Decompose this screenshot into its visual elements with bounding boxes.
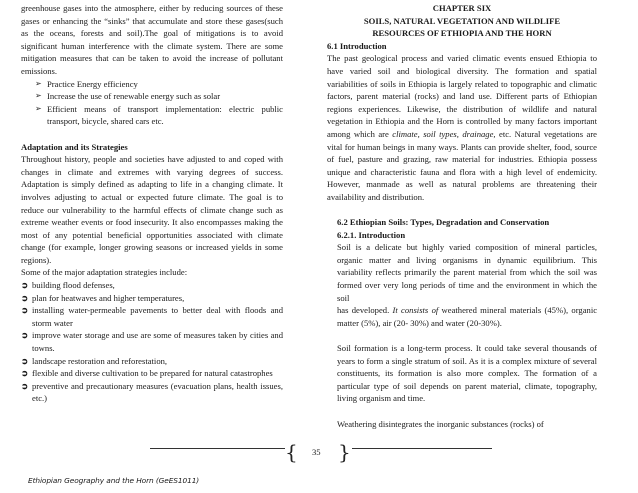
- adaptation-heading: Adaptation and its Strategies: [21, 141, 128, 152]
- list-item: ➢ Practice Energy efficiency: [35, 78, 138, 89]
- weathering-paragraph: Weathering disintegrates the inorganic substances (rocks) of: [337, 418, 544, 429]
- soils-subheading: 6.2.1. Introduction: [337, 229, 406, 240]
- soils-text-continued: has developed. It consists of weathered mineral materials (45%), organic matter (5%), air (20- 30%) and water (20-30%).: [337, 305, 598, 328]
- arrow-right-icon: ➲: [21, 280, 29, 291]
- adaptation-paragraph: Throughout history, people and societies have adjusted to and coped with changes in climate and extremes with varying degrees of success. Adaptation is simply defined as adapting to life in a changing climate. It involves adjusting to actual or expected future climate. The goal is to reduce our vulnerability to the harmful effects of climate change such as extreme weather events or food insecurity. It also encompasses making the most of any potential beneficial opportunities associated with climate change (for example, longer growing seasons or increased yields in some regions).: [21, 154, 283, 265]
- chapter-title-line1: SOILS, NATURAL VEGETATION AND WILDLIFE: [363, 15, 561, 26]
- arrow-right-icon: ➲: [21, 330, 29, 341]
- list-item: ➲ improve water storage and use are some of measures taken by cities and towns.: [21, 330, 283, 354]
- arrow-right-icon: ➲: [21, 380, 29, 391]
- arrow-bullet-icon: ➢: [35, 91, 42, 101]
- footer-rule-left: [150, 448, 285, 449]
- footer-book-title: Ethiopian Geography and the Horn (GeES1011): [28, 476, 200, 485]
- intro-text: The past geological process and varied climatic events ensued Ethiopia to have varied soil and biological diversity. The formation and spatial variabilities of soils in Ethiopia is largely related to topographic and climatic factors, parent material (rocks) and land use. Different parts of Ethiopian regions experiences. Likewise, the distribution of wildlife and natural vegetation in Ethiopia and the Horn is controlled by many factors important among which are climate, soil types, drainage, etc. Natural vegetations are vital for human beings in many ways. Plants can provide shelter, food, source of fuel, pasture and grazing, raw material for industries. Ethiopia possess unique and characteristic fauna and flora with a high level of endemicity. However, manmade as well as natural problems are threatening their availability and distribution.: [327, 53, 597, 202]
- formation-paragraph: Soil formation is a long-term process. It could take several thousands of years to form a single stratum of soil. As it is a complex mixture of several constituents, its formation is also more complex. The formation of a particular type of soil depends on parent material, climate, topography, living organism and time.: [337, 343, 597, 404]
- footer-rule-right: [352, 448, 492, 449]
- arrow-right-icon: ➲: [21, 292, 29, 303]
- arrow-right-icon: ➲: [21, 355, 29, 366]
- footer-brace-left: {: [285, 440, 298, 464]
- soils-section: [327, 216, 597, 430]
- chapter-title-line2: RESOURCES OF ETHIOPIA AND THE HORN: [372, 28, 552, 39]
- intro-paragraph: greenhouse gases into the atmosphere, either by reducing sources of these gases or enhancing the “sinks” that accumulate and store these gases(such as the oceans, forests and soil).The goal of mitigations is to avoid significant human interference with the climate system. There are some mitigation measures that can be taken to avoid the increase of pollutant emissions.: [21, 3, 283, 76]
- footer-brace-right: }: [338, 440, 351, 464]
- page-number: 35: [312, 447, 321, 457]
- list-item: ➲ plan for heatwaves and higher temperatures,: [21, 292, 185, 303]
- intro-heading: 6.1 Introduction: [327, 40, 387, 51]
- arrow-bullet-icon: ➢: [35, 78, 42, 88]
- left-column: [21, 2, 283, 405]
- arrow-bullet-icon: ➢: [35, 103, 42, 113]
- chapter-label: CHAPTER SIX: [432, 3, 492, 13]
- mitigation-list: [21, 78, 283, 128]
- strategies-intro: Some of the major adaptation strategies include:: [21, 267, 188, 278]
- list-item: ➲ landscape restoration and reforestation,: [21, 355, 168, 366]
- list-item: ➢ Increase the use of renewable energy such as solar: [35, 91, 221, 102]
- list-item: ➲ installing water-permeable pavements to better deal with floods and storm water: [21, 305, 283, 328]
- list-item: ➢ Efficient means of transport implementation: electric public transport, bicycle, shared cars etc.: [35, 103, 283, 127]
- arrow-right-icon: ➲: [21, 305, 29, 316]
- soils-heading: 6.2 Ethiopian Soils: Types, Degradation and Conservation: [337, 217, 550, 228]
- list-item: ➲ building flood defenses,: [21, 280, 115, 291]
- list-item: ➲ flexible and diverse cultivation to be prepared for natural catastrophes: [21, 368, 273, 379]
- soils-text: Soil is a delicate but highly varied composition of mineral particles, organic matter and living organisms in dynamic equilibrium. This variability reflects primarily the parent material from which the soil was formed over very long periods of time and the environment in which the soil: [337, 242, 597, 303]
- right-column: [327, 2, 597, 430]
- arrow-right-icon: ➲: [21, 368, 29, 379]
- list-item: ➲ preventive and precautionary measures (evacuation plans, health issues, etc.): [21, 380, 283, 404]
